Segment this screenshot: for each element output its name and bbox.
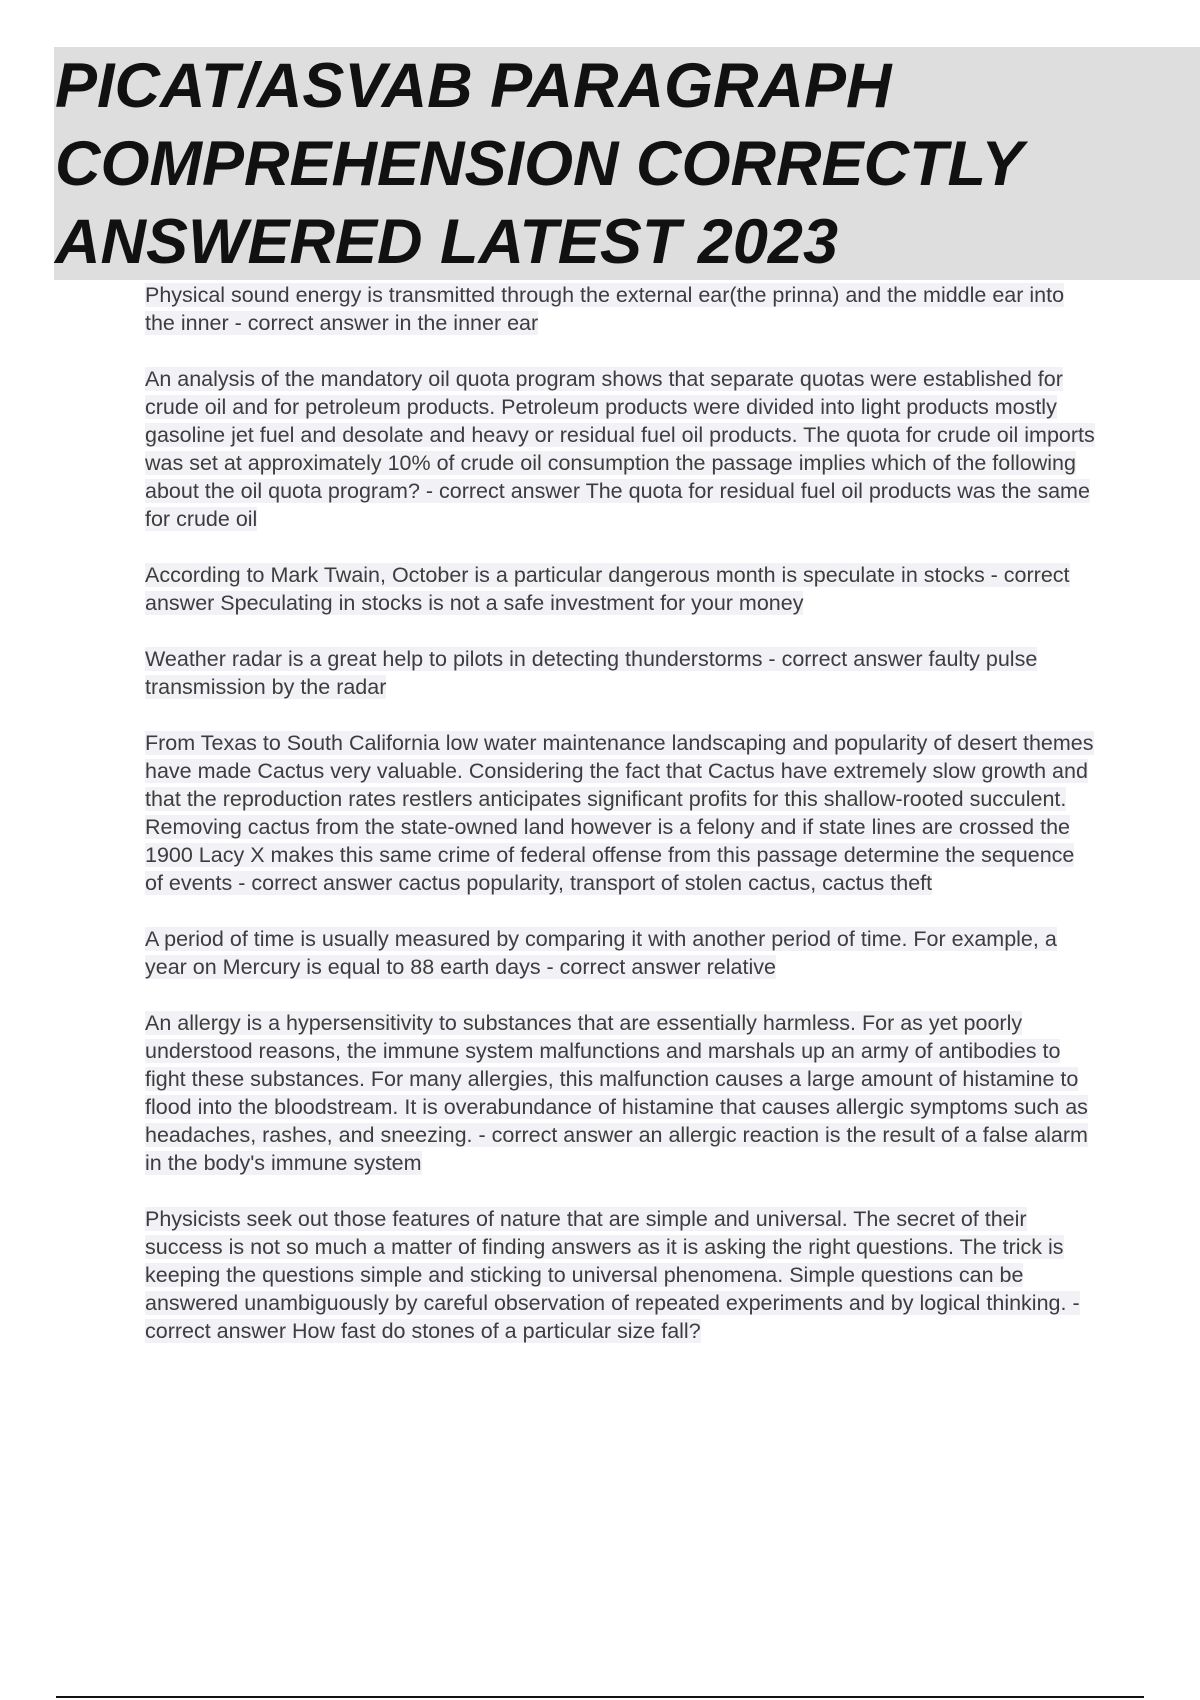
qa-text: Physical sound energy is transmitted through the external ear(the prinna) and the middle ear into the inner - correct answer in the inner ear — [145, 283, 1065, 335]
qa-item — [145, 1009, 1095, 1177]
qa-text: Physicists seek out those features of nature that are simple and universal. The secret of their success is not so much a matter of finding answers as it is asking the right questions. The trick is keeping the questions simple and sticking to universal phenomena. Simple questions can be answered unambiguously by careful observation of repeated experiments and by logical thinking. - correct answer How fast do stones of a particular size fall? — [145, 1207, 1080, 1343]
qa-item — [145, 365, 1095, 533]
qa-item — [145, 1205, 1095, 1345]
qa-item — [145, 561, 1095, 617]
qa-item — [145, 645, 1095, 701]
document-title: PICAT/ASVAB PARAGRAPH COMPREHENSION CORRECTLY ANSWERED LATEST 2023 — [55, 51, 1023, 277]
qa-item — [145, 281, 1095, 337]
qa-text: A period of time is usually measured by comparing it with another period of time. For example, a year on Mercury is equal to 88 earth days - correct answer relative — [145, 927, 1057, 979]
qa-list — [145, 281, 1095, 1373]
qa-text: Weather radar is a great help to pilots in detecting thunderstorms - correct answer faulty pulse transmission by the radar — [145, 647, 1038, 699]
footer-rule — [56, 1696, 1144, 1698]
qa-text: According to Mark Twain, October is a particular dangerous month is speculate in stocks - correct answer Speculating in stocks is not a safe investment for your money — [145, 563, 1070, 615]
qa-item — [145, 925, 1095, 981]
qa-item — [145, 729, 1095, 897]
qa-text: From Texas to South California low water maintenance landscaping and popularity of desert themes have made Cactus very valuable. Considering the fact that Cactus have extremely slow growth and that the reproduction rates restlers anticipates significant profits for this shallow-rooted succulent. Removing cactus from the state-owned land however is a felony and if state lines are crossed the 1900 Lacy X makes this same crime of federal offense from this passage determine the sequence of events - correct answer cactus popularity, transport of stolen cactus, cactus theft — [145, 731, 1094, 895]
qa-text: An analysis of the mandatory oil quota program shows that separate quotas were established for crude oil and for petroleum products. Petroleum products were divided into light products mostly gasoline jet fuel and desolate and heavy or residual fuel oil products. The quota for crude oil imports was set at approximately 10% of crude oil consumption the passage implies which of the following about the oil quota program? - correct answer The quota for residual fuel oil products was the same for crude oil — [145, 367, 1095, 531]
qa-text: An allergy is a hypersensitivity to substances that are essentially harmless. For as yet poorly understood reasons, the immune system malfunctions and marshals up an army of antibodies to fight these substances. For many allergies, this malfunction causes a large amount of histamine to flood into the bloodstream. It is overabundance of histamine that causes allergic symptoms such as headaches, rashes, and sneezing. - correct answer an allergic reaction is the result of a false alarm in the body's immune system — [145, 1011, 1088, 1175]
